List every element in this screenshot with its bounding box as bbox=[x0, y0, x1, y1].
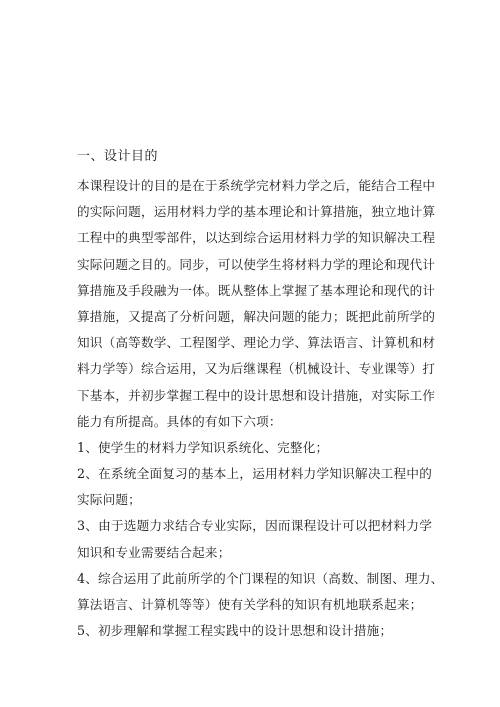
list-item: 5、初步理解和掌握工程实践中的设计思想和设计措施； bbox=[77, 623, 393, 639]
list-item-continuation: 实际问题； bbox=[77, 492, 141, 508]
paragraph-line: 算措施及手段融为一体。既从整体上掌握了基本理论和现代的计 bbox=[77, 282, 436, 298]
paragraph-line: 能力有所提高。具体的有如下六项： bbox=[77, 413, 282, 429]
paragraph-line: 料力学等）综合运用，又为后继课程（机械设计、专业课等）打 bbox=[77, 361, 436, 377]
paragraph-line: 的实际问题，运用材料力学的基本理论和计算措施，独立地计算 bbox=[77, 204, 436, 220]
list-item: 4、综合运用了此前所学的个门课程的知识（高数、制图、理力、 bbox=[77, 570, 444, 586]
list-item: 3、由于选题力求结合专业实际，因而课程设计可以把材料力学 bbox=[77, 518, 432, 534]
paragraph-line: 工程中的典型零部件，以达到综合运用材料力学的知识解决工程 bbox=[77, 230, 436, 246]
section-heading: 一、设计目的 bbox=[77, 149, 159, 164]
paragraph-line: 知识（高等数学、工程图学、理论力学、算法语言、计算机和材 bbox=[77, 335, 436, 351]
list-item-continuation: 算法语言、计算机等等）使有关学科的知识有机地联系起来； bbox=[77, 597, 423, 612]
paragraph-line: 本课程设计的目的是在于系统学完材料力学之后，能结合工程中 bbox=[77, 178, 436, 193]
paragraph-line: 实际问题之目的。同步，可以使学生将材料力学的理论和现代计 bbox=[77, 256, 436, 272]
list-item: 2、在系统全面复习的基本上，运用材料力学知识解决工程中的 bbox=[77, 466, 432, 482]
paragraph-line: 算措施，又提高了分析问题，解决问题的能力；既把此前所学的 bbox=[77, 308, 436, 324]
list-item: 1、使学生的材料力学知识系统化、完整化； bbox=[77, 439, 329, 455]
paragraph-line: 下基本，并初步掌握工程中的设计思想和设计措施，对实际工作 bbox=[77, 387, 436, 403]
document-body bbox=[77, 147, 444, 644]
list-item-continuation: 知识和专业需要结合起来； bbox=[77, 544, 231, 560]
